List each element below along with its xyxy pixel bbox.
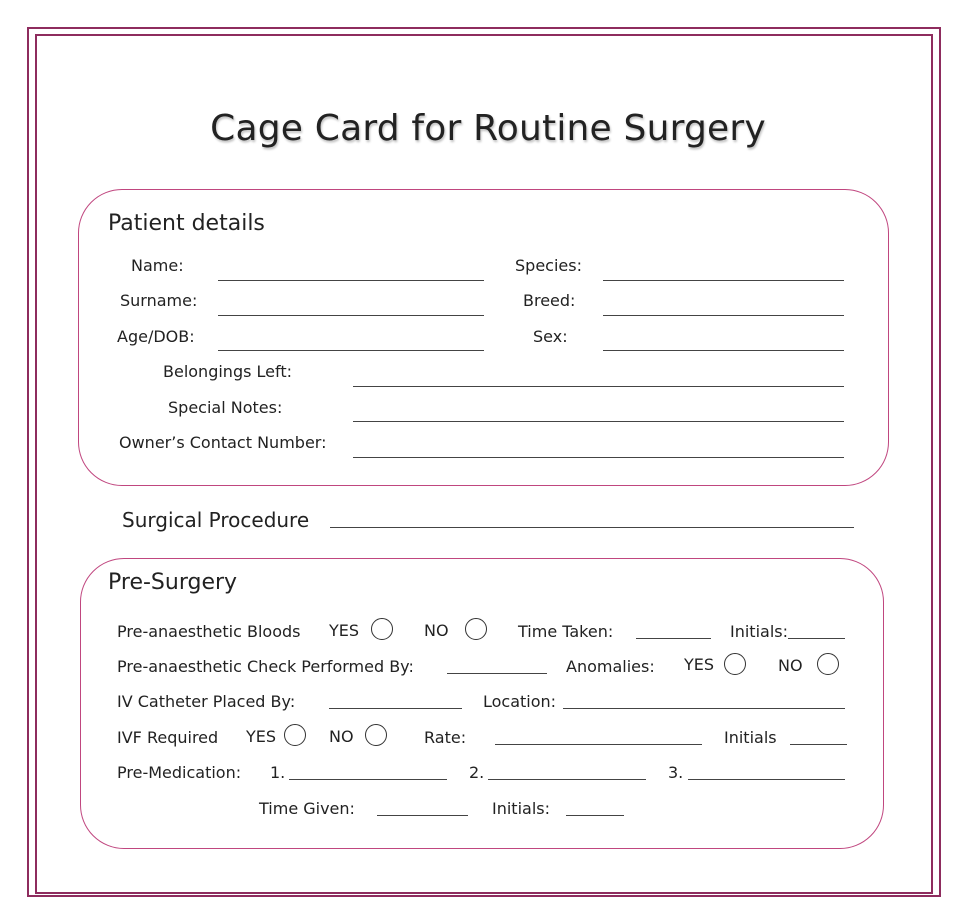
premed-1-label: 1. (270, 763, 286, 782)
bloods-initials-field[interactable] (788, 638, 845, 639)
breed-field[interactable] (603, 315, 844, 316)
time-taken-label: Time Taken: (518, 622, 614, 641)
premed-initials-label: Initials: (492, 799, 550, 818)
premed-3-field[interactable] (688, 779, 845, 780)
rate-field[interactable] (495, 744, 702, 745)
rate-label: Rate: (424, 728, 467, 747)
iv-catheter-field[interactable] (329, 708, 462, 709)
ivf-yes-label: YES (246, 727, 277, 746)
owner-contact-label: Owner’s Contact Number: (119, 433, 327, 452)
breed-label: Breed: (523, 291, 576, 310)
bloods-initials-label: Initials: (730, 622, 788, 641)
ivf-no-radio[interactable] (365, 724, 387, 746)
check-performed-label: Pre-anaesthetic Check Performed By: (117, 657, 414, 676)
special-notes-field[interactable] (353, 421, 844, 422)
ivf-initials-field[interactable] (790, 744, 847, 745)
bloods-label: Pre-anaesthetic Bloods (117, 622, 301, 641)
belongings-label: Belongings Left: (163, 362, 293, 381)
ivf-no-label: NO (329, 727, 354, 746)
species-label: Species: (515, 256, 582, 275)
surname-label: Surname: (120, 291, 198, 310)
anomalies-no-label: NO (778, 656, 803, 675)
anomalies-yes-label: YES (684, 655, 715, 674)
surgical-procedure-field[interactable] (330, 527, 854, 528)
premed-2-label: 2. (469, 763, 485, 782)
location-field[interactable] (563, 708, 845, 709)
age-dob-field[interactable] (218, 350, 484, 351)
check-performed-field[interactable] (447, 673, 547, 674)
surname-field[interactable] (218, 315, 484, 316)
sex-label: Sex: (533, 327, 568, 346)
premed-1-field[interactable] (289, 779, 447, 780)
bloods-no-label: NO (424, 621, 449, 640)
special-notes-label: Special Notes: (168, 398, 283, 417)
belongings-field[interactable] (353, 386, 844, 387)
pre-surgery-heading: Pre-Surgery (108, 570, 238, 595)
time-given-field[interactable] (377, 815, 468, 816)
name-field[interactable] (218, 280, 484, 281)
premed-3-label: 3. (668, 763, 684, 782)
ivf-initials-label: Initials (724, 728, 777, 747)
pre-medication-label: Pre-Medication: (117, 763, 242, 782)
time-taken-field[interactable] (636, 638, 711, 639)
premed-initials-field[interactable] (566, 815, 624, 816)
premed-2-field[interactable] (488, 779, 646, 780)
bloods-no-radio[interactable] (465, 618, 487, 640)
anomalies-label: Anomalies: (566, 657, 655, 676)
sex-field[interactable] (603, 350, 844, 351)
location-label: Location: (483, 692, 557, 711)
anomalies-yes-radio[interactable] (724, 653, 746, 675)
anomalies-no-radio[interactable] (817, 653, 839, 675)
iv-catheter-label: IV Catheter Placed By: (117, 692, 296, 711)
ivf-required-label: IVF Required (117, 728, 219, 747)
name-label: Name: (131, 256, 184, 275)
age-dob-label: Age/DOB: (117, 327, 195, 346)
bloods-yes-radio[interactable] (371, 618, 393, 640)
patient-details-heading: Patient details (108, 211, 265, 236)
page-title: Cage Card for Routine Surgery (210, 108, 766, 149)
species-field[interactable] (603, 280, 844, 281)
ivf-yes-radio[interactable] (284, 724, 306, 746)
bloods-yes-label: YES (329, 621, 360, 640)
surgical-procedure-label: Surgical Procedure (122, 508, 310, 532)
time-given-label: Time Given: (259, 799, 355, 818)
owner-contact-field[interactable] (353, 457, 844, 458)
